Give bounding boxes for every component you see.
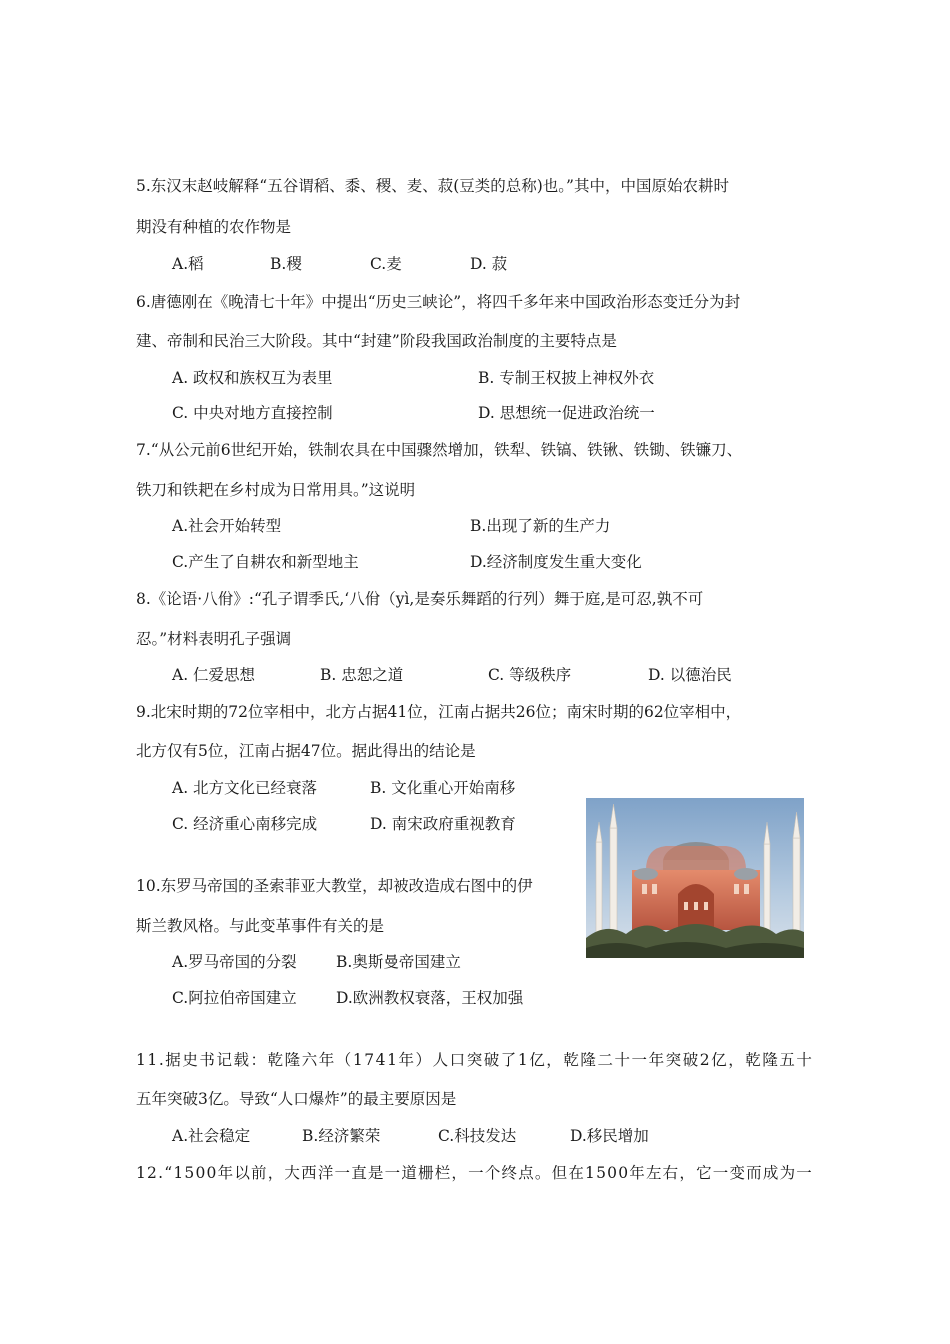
q6-option-b: B. 专制王权披上神权外衣: [478, 369, 655, 387]
question-11-line-1: 11.据史书记载：乾隆六年（1741年）人口突破了1亿，乾隆二十一年突破2亿，乾隆五十: [136, 1051, 814, 1069]
question-8-line-2: 忍。”材料表明孔子强调: [136, 630, 292, 648]
hagia-sophia-photo: [586, 798, 804, 958]
question-7-line-1: 7.“从公元前6世纪开始，铁制农具在中国骤然增加，铁犁、铁镐、铁锹、铁锄、铁镰刀、: [136, 441, 743, 459]
question-6-line-2: 建、帝制和民治三大阶段。其中“封建”阶段我国政治制度的主要特点是: [136, 332, 617, 350]
question-6-line-1: 6.唐德刚在《晚清七十年》中提出“历史三峡论”，将四千多年来中国政治形态变迁分为封: [136, 293, 741, 311]
q5-option-a: A.稻: [172, 255, 204, 273]
question-11-line-2: 五年突破3亿。导致“人口爆炸”的最主要原因是: [136, 1090, 457, 1108]
question-12-line-1: 12.“1500年以前，大西洋一直是一道栅栏，一个终点。但在1500年左右，它一变而成为一: [136, 1164, 813, 1182]
q9-option-a: A. 北方文化已经衰落: [172, 779, 318, 797]
q11-option-b: B.经济繁荣: [302, 1127, 381, 1145]
q10-option-a: A.罗马帝国的分裂: [172, 953, 297, 971]
q7-option-b: B.出现了新的生产力: [470, 517, 611, 535]
question-5-line-2: 期没有种植的农作物是: [136, 218, 292, 236]
q11-option-d: D.移民增加: [570, 1127, 649, 1145]
question-7-line-2: 铁刀和铁耙在乡村成为日常用具。”这说明: [136, 481, 416, 499]
question-5-line-1: 5.东汉末赵岐解释“五谷谓稻、黍、稷、麦、菽(豆类的总称)也。”其中，中国原始农耕时: [136, 177, 729, 195]
question-9-line-1: 9.北宋时期的72位宰相中，北方占据41位，江南占据共26位；南宋时期的62位宰相中，: [136, 703, 742, 721]
q5-option-c: C.麦: [370, 255, 402, 273]
q10-option-b: B.奥斯曼帝国建立: [336, 953, 461, 971]
q7-option-c: C.产生了自耕农和新型地主: [172, 553, 359, 571]
q6-option-a: A. 政权和族权互为表里: [172, 369, 333, 387]
q7-option-a: A.社会开始转型: [172, 517, 282, 535]
q9-option-d: D. 南宋政府重视教育: [370, 815, 516, 833]
q10-option-c: C.阿拉伯帝国建立: [172, 989, 297, 1007]
q8-option-c: C. 等级秩序: [488, 666, 572, 684]
q5-option-b: B.稷: [270, 255, 302, 273]
q9-option-b: B. 文化重心开始南移: [370, 779, 516, 797]
q6-option-c: C. 中央对地方直接控制: [172, 404, 333, 422]
q5-option-d: D. 菽: [470, 255, 508, 273]
q7-option-d: D.经济制度发生重大变化: [470, 553, 642, 571]
q11-option-a: A.社会稳定: [172, 1127, 251, 1145]
q8-option-b: B. 忠恕之道: [320, 666, 404, 684]
question-10-line-2: 斯兰教风格。与此变革事件有关的是: [136, 917, 385, 935]
q6-option-d: D. 思想统一促进政治统一: [478, 404, 655, 422]
question-10-line-1: 10.东罗马帝国的圣索菲亚大教堂，却被改造成右图中的伊: [136, 877, 533, 895]
question-9-line-2: 北方仅有5位，江南占据47位。据此得出的结论是: [136, 742, 476, 760]
question-8-line-1: 8.《论语·八佾》:“孔子谓季氏,‘八佾（yì,是奏乐舞蹈的行列）舞于庭,是可忍,孰不可: [136, 590, 704, 608]
q11-option-c: C.科技发达: [438, 1127, 517, 1145]
q9-option-c: C. 经济重心南移完成: [172, 815, 318, 833]
q8-option-d: D. 以德治民: [648, 666, 732, 684]
q8-option-a: A. 仁爱思想: [172, 666, 256, 684]
q10-option-d: D.欧洲教权衰落，王权加强: [336, 989, 524, 1007]
